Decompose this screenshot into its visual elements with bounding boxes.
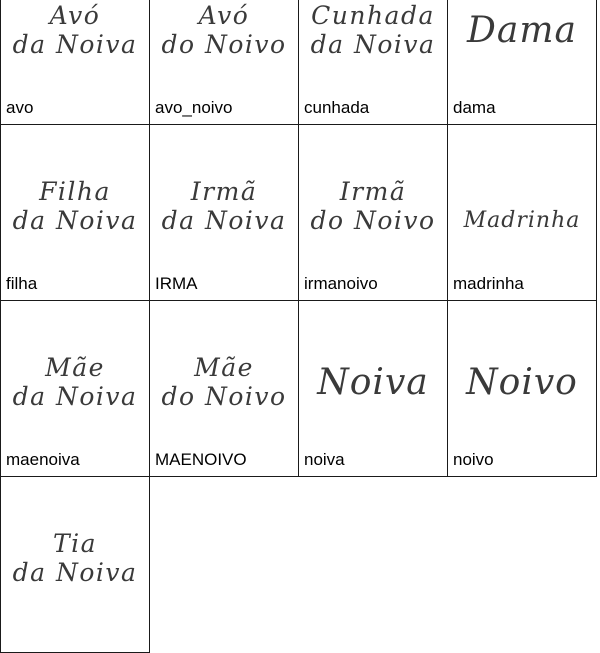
file-name-label: filha bbox=[6, 274, 38, 293]
file-name-label: IRMA bbox=[155, 274, 198, 293]
preview-text-line: Tia bbox=[52, 529, 98, 558]
file-name-label: dama bbox=[453, 98, 496, 117]
file-thumbnail-maenoiva[interactable] bbox=[0, 300, 150, 477]
file-thumbnail-filha[interactable] bbox=[0, 124, 150, 301]
thumbnail-preview bbox=[1, 0, 149, 74]
file-thumbnail-cunhada[interactable] bbox=[298, 0, 448, 125]
file-thumbnail-madrinha[interactable] bbox=[447, 124, 597, 301]
preview-text-line: Irmã bbox=[339, 177, 407, 206]
preview-text-line: da Noiva bbox=[12, 206, 138, 235]
preview-text-line: do Noivo bbox=[161, 30, 287, 59]
file-name-label: noiva bbox=[304, 450, 345, 469]
preview-text-line: Cunhada bbox=[311, 1, 435, 30]
thumbnail-preview bbox=[1, 338, 149, 426]
preview-text-line: Avó bbox=[198, 1, 250, 30]
preview-text-line: Madrinha bbox=[463, 208, 581, 233]
preview-text-line: da Noiva bbox=[161, 206, 287, 235]
file-name-label: avo_noivo bbox=[155, 98, 233, 117]
file-thumbnail-avo-noivo[interactable] bbox=[149, 0, 299, 125]
thumbnail-preview bbox=[150, 162, 298, 250]
preview-text-line: da Noiva bbox=[12, 558, 138, 587]
thumbnail-preview bbox=[150, 338, 298, 426]
file-name-label: cunhada bbox=[304, 98, 370, 117]
thumbnail-preview bbox=[448, 177, 596, 265]
file-thumbnail-irmanoivo[interactable] bbox=[298, 124, 448, 301]
thumbnail-preview bbox=[299, 162, 447, 250]
file-name-label: MAENOIVO bbox=[155, 450, 247, 469]
file-name-label: maenoiva bbox=[6, 450, 80, 469]
preview-text-line: Noiva bbox=[317, 362, 429, 403]
thumbnail-preview bbox=[150, 0, 298, 74]
preview-text-line: Mãe bbox=[194, 353, 254, 382]
preview-text-line: da Noiva bbox=[310, 30, 436, 59]
preview-text-line: Avó bbox=[49, 1, 101, 30]
file-name-label: avo bbox=[6, 98, 34, 117]
file-thumbnail-noiva[interactable] bbox=[298, 300, 448, 477]
preview-text-line: da Noiva bbox=[12, 382, 138, 411]
file-thumbnail-noivo[interactable] bbox=[447, 300, 597, 477]
thumbnail-preview bbox=[448, 0, 596, 75]
preview-text-line: Irmã bbox=[190, 177, 258, 206]
preview-text-line: da Noiva bbox=[12, 30, 138, 59]
file-thumbnail-tia[interactable] bbox=[0, 476, 150, 653]
preview-text-line: do Noivo bbox=[310, 206, 436, 235]
file-name-label: irmanoivo bbox=[304, 274, 378, 293]
preview-text-line: Mãe bbox=[45, 353, 105, 382]
file-name-label: noivo bbox=[453, 450, 494, 469]
preview-text-line: Noivo bbox=[466, 362, 578, 403]
file-thumbnail-maenoivo[interactable] bbox=[149, 300, 299, 477]
file-thumbnail-dama[interactable] bbox=[447, 0, 597, 125]
preview-text-line: Filha bbox=[39, 177, 111, 206]
file-thumbnail-avo[interactable] bbox=[0, 0, 150, 125]
thumbnail-preview bbox=[448, 339, 596, 427]
thumbnail-preview bbox=[1, 162, 149, 250]
preview-text-line: do Noivo bbox=[161, 382, 287, 411]
preview-text-line: Dama bbox=[467, 10, 577, 51]
file-thumbnail-irma[interactable] bbox=[149, 124, 299, 301]
thumbnail-preview bbox=[1, 514, 149, 602]
thumbnail-preview bbox=[299, 0, 447, 74]
file-name-label: madrinha bbox=[453, 274, 524, 293]
thumbnail-preview bbox=[299, 339, 447, 427]
